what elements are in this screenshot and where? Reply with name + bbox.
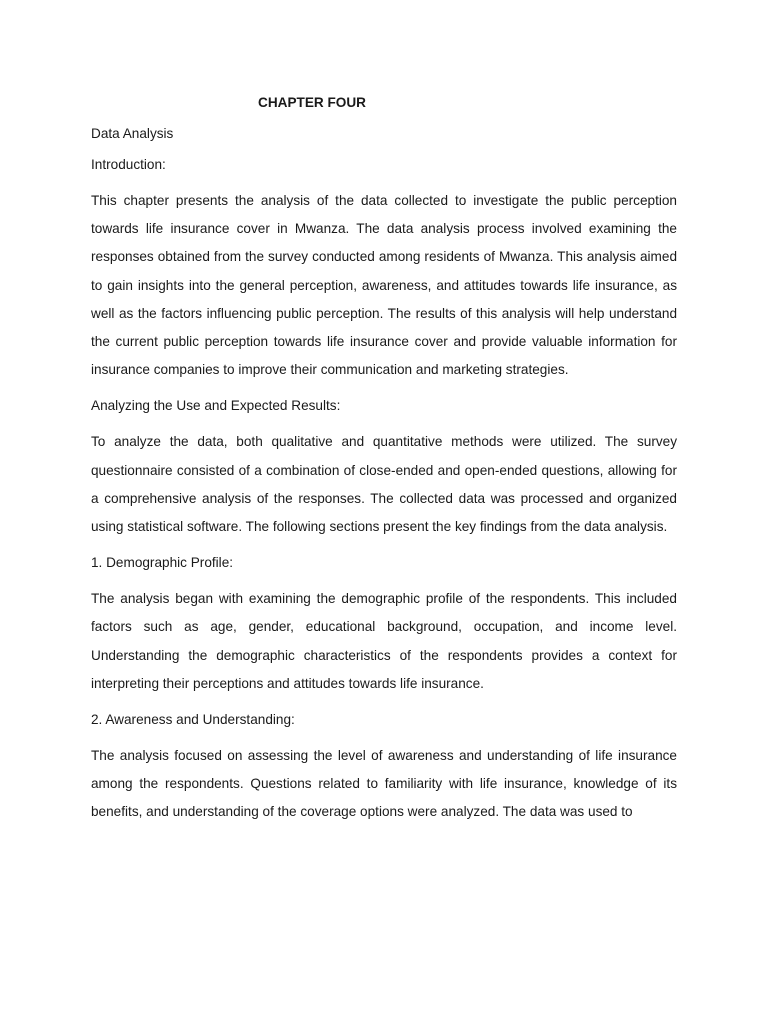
intro-paragraph: This chapter presents the analysis of the data collected to investigate the public perception towards life insurance cover in Mwanza. The data analysis process involved examining the responses obtained from the survey conducted among residents of Mwanza. This analysis aimed to gain insights into the general perception, awareness, and attitudes towards life insurance, as well as the factors influencing public perception. The results of this analysis will help understand the current public perception towards life insurance cover and provide valuable information for insurance companies to improve their communication and marketing strategies. — [91, 193, 677, 378]
document-body — [91, 94, 677, 827]
intro-heading: Introduction: — [91, 157, 166, 172]
awareness-paragraph: The analysis focused on assessing the level of awareness and understanding of life insurance among the respondents. Questions related to familiarity with life insurance, knowledge of its benefits, and understanding of the coverage options were analyzed. The data was used to — [91, 748, 677, 820]
chapter-title: CHAPTER FOUR — [258, 95, 366, 110]
methods-paragraph: To analyze the data, both qualitative and quantitative methods were utilized. The survey questionnaire consisted of a combination of close-ended and open-ended questions, allowing for a comprehensive analysis of the responses. The collected data was processed and organized using statistical software. The following sections present the key findings from the data analysis. — [91, 434, 677, 535]
demographic-profile-heading: 1. Demographic Profile: — [91, 555, 234, 571]
awareness-heading: 2. Awareness and Understanding: — [91, 712, 295, 728]
methods-heading: Analyzing the Use and Expected Results: — [91, 398, 341, 414]
demographic-profile-paragraph: The analysis began with examining the demographic profile of the respondents. This included factors such as age, gender, educational background, occupation, and income level. Understanding the demographic characteristics of the respondents provides a context for interpreting their perceptions and attitudes towards life insurance. — [91, 591, 677, 691]
section-title: Data Analysis — [91, 126, 174, 141]
